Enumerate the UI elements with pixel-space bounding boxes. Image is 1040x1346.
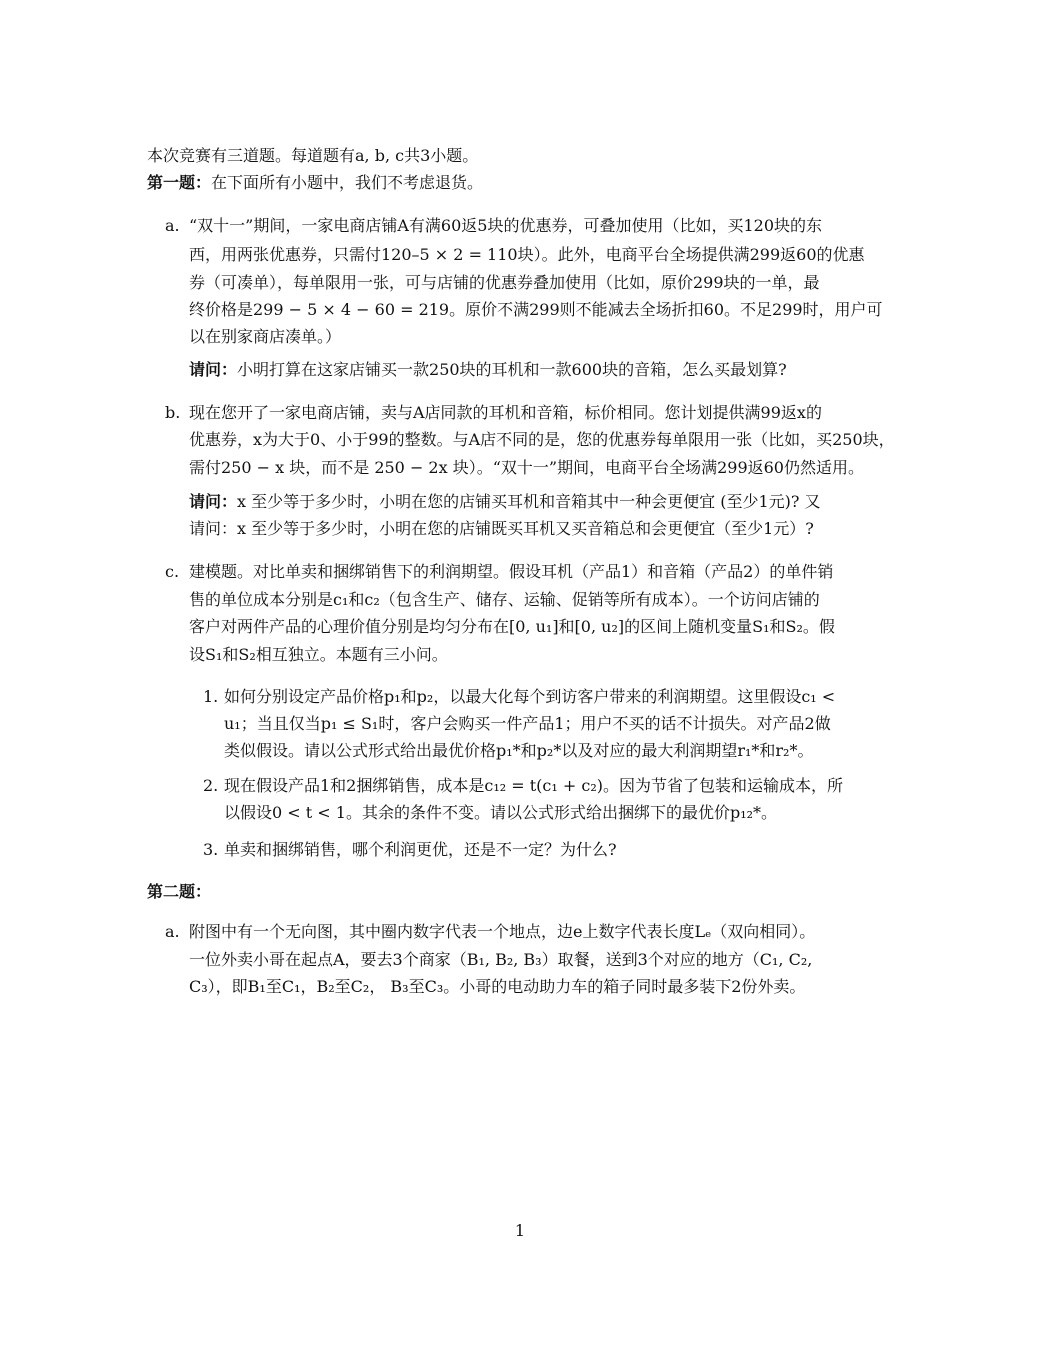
q1b-marker: b.	[165, 403, 181, 422]
q2a-line: 一位外卖小哥在起点A，要去3个商家（B₁, B₂, B₃）取餐，送到3个对应的地方（C₁, C₂,	[189, 950, 813, 969]
q1c-line: 设S₁和S₂相互独立。本题有三小问。	[189, 645, 448, 664]
q1c-sub3-line: 单卖和捆绑销售，哪个利润更优，还是不一定？为什么?	[224, 840, 617, 859]
q1c-sub3-marker: 3.	[203, 840, 219, 859]
q1a-ask-label: 请问：	[189, 360, 238, 379]
q1a-line: 券（可凑单），每单限用一张，可与店铺的优惠券叠加使用（比如，原价299块的一单，最	[189, 273, 820, 292]
q1c-sub1-line: 如何分别设定产品价格p₁和p₂，以最大化每个到访客户带来的利润期望。这里假设c₁ <	[224, 687, 836, 706]
q1a-ask-text: 小明打算在这家店铺买一款250块的耳机和一款600块的音箱，怎么买最划算?	[237, 360, 787, 379]
intro-text: 本次竞赛有三道题。每道题有a, b, c共3小题。	[147, 146, 479, 165]
q1b-question	[189, 492, 821, 512]
q2a-line: C₃），即B₁至C₁，B₂至C₂， B₃至C₃。小哥的电动助力车的箱子同时最多装下2份外卖。	[189, 977, 806, 996]
page-number: 1	[514, 1221, 526, 1240]
q1b-line: 优惠券，x为大于0、小于99的整数。与A店不同的是，您的优惠券每单限用一张（比如，买250块，	[189, 430, 895, 449]
q1-heading-rest: 在下面所有小题中，我们不考虑退货。	[211, 173, 484, 192]
q1c-sub1-marker: 1.	[203, 687, 219, 706]
q1a-line: 以在别家商店凑单。）	[189, 327, 342, 346]
q1c-sub1-line: u₁；当且仅当p₁ ≤ S₁时，客户会购买一件产品1；用户不买的话不计损失。对产品2做	[224, 714, 831, 733]
q1a-line: 终价格是299 − 5 × 4 − 60 = 219。原价不满299则不能减去全场折扣60。不足299时，用户可	[189, 300, 883, 319]
q1a-question	[189, 360, 787, 380]
q1c-line: 客户对两件产品的心理价值分别是均匀分布在[0, u₁]和[0, u₂]的区间上随机变量S₁和S₂。假	[189, 617, 835, 636]
q1c-line: 建模题。对比单卖和捆绑销售下的利润期望。假设耳机（产品1）和音箱（产品2）的单件销	[189, 562, 834, 581]
q2a-marker: a.	[165, 922, 180, 941]
q1c-sub2-line: 现在假设产品1和2捆绑销售，成本是c₁₂ = t(c₁ + c₂)。因为节省了包装和运输成本，所	[224, 776, 843, 795]
q1c-line: 售的单位成本分别是c₁和c₂（包含生产、储存、运输、促销等所有成本）。一个访问店铺的	[189, 590, 820, 609]
q1b-question-2: 请问：x 至少等于多少时，小明在您的店铺既买耳机又买音箱总和会更便宜（至少1元）?	[189, 519, 814, 538]
q1-heading-label: 第一题：	[147, 173, 212, 192]
q1b-line: 需付250 − x 块，而不是 250 − 2x 块）。“双十一”期间，电商平台全场满299返60仍然适用。	[189, 458, 864, 477]
q1a-marker: a.	[165, 216, 180, 235]
q1a-line: “双十一”期间，一家电商店铺A有满60返5块的优惠券，可叠加使用（比如，买120块的东	[189, 216, 822, 235]
q1c-sub1-line: 类似假设。请以公式形式给出最优价格p₁*和p₂*以及对应的最大利润期望r₁*和r₂*。	[224, 741, 814, 760]
q1b-ask-label: 请问：	[189, 492, 238, 511]
q1a-line: 西，用两张优惠券，只需付120–5 × 2 = 110块）。此外，电商平台全场提供满299返60的优惠	[189, 245, 865, 264]
q1b-ask-text: x 至少等于多少时，小明在您的店铺买耳机和音箱其中一种会更便宜 (至少1元)? 又	[237, 492, 821, 511]
q1b-line: 现在您开了一家电商店铺，卖与A店同款的耳机和音箱，标价相同。您计划提供满99返x的	[189, 403, 822, 422]
q2-heading: 第二题：	[147, 882, 212, 901]
q1c-sub2-marker: 2.	[203, 776, 219, 795]
q1c-marker: c.	[165, 562, 180, 581]
q2a-line: 附图中有一个无向图，其中圈内数字代表一个地点，边e上数字代表长度Lₑ（双向相同）。	[189, 922, 816, 941]
q1c-sub2-line: 以假设0 < t < 1。其余的条件不变。请以公式形式给出捆绑下的最优价p₁₂*。	[224, 803, 778, 822]
q1-heading	[147, 173, 483, 193]
